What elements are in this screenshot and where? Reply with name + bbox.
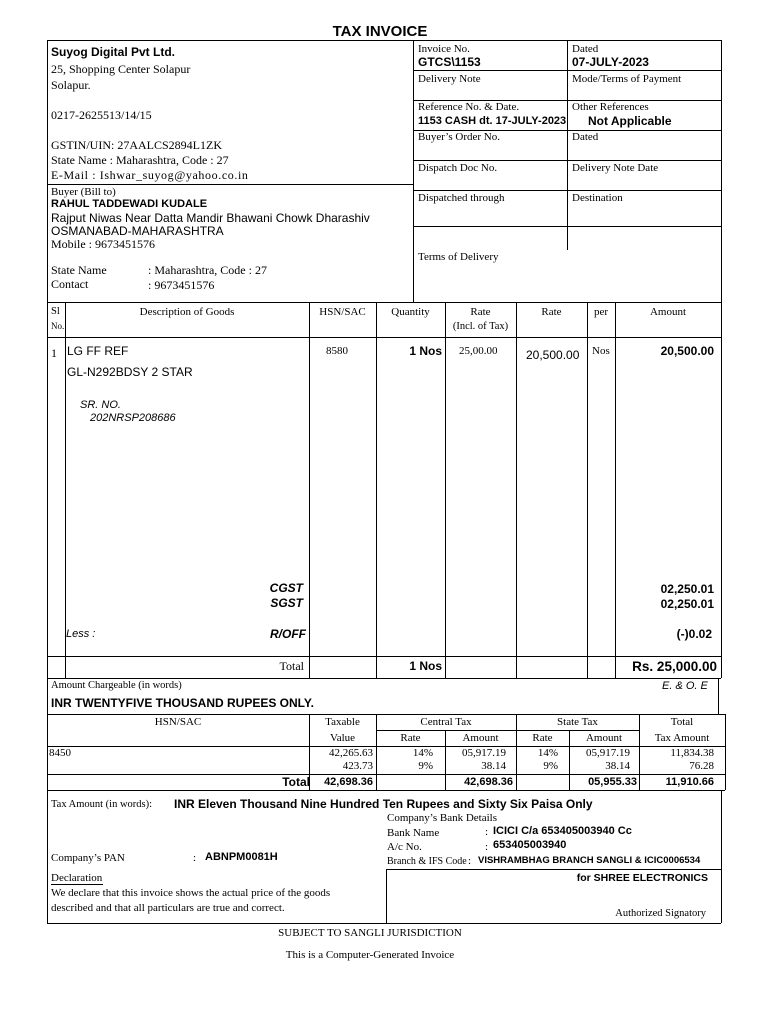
reference-value: 1153 CASH dt. 17-JULY-2023 — [418, 115, 567, 127]
delivery-note-date-label: Delivery Note Date — [572, 162, 659, 174]
bank-colon-1: : — [485, 826, 489, 838]
central-amount-header: Amount — [462, 732, 499, 744]
other-references-label: Other References — [572, 101, 649, 113]
hsn-code: 8450 — [49, 747, 71, 759]
declaration-underline — [51, 884, 103, 885]
sgst-label: SGST — [270, 596, 303, 610]
computer-generated-note: This is a Computer-Generated Invoice — [285, 949, 455, 961]
branch-value: VISHRAMBHAG BRANCH SANGLI & ICIC0006534 — [478, 855, 701, 866]
central-tax-header: Central Tax — [420, 716, 472, 728]
item-hsn: 8580 — [326, 345, 348, 357]
central-amount: 38.14 — [481, 760, 506, 772]
central-rate-header: Rate — [400, 732, 421, 744]
declaration-label: Declaration — [51, 872, 103, 884]
declaration-text-1: We declare that this invoice shows the actual price of the goods — [51, 887, 331, 899]
taxable-header: Taxable — [325, 716, 360, 728]
buyer-contact-label: Contact — [51, 277, 89, 291]
invoice-no: GTCS\1153 — [418, 55, 481, 69]
central-rate: 14% — [412, 747, 433, 759]
item-qty: 1 Nos — [409, 344, 442, 358]
eoe-label: E. & O. E — [662, 680, 708, 692]
item-name-2: GL-N292BDSY 2 STAR — [67, 365, 193, 379]
item-amount: 20,500.00 — [660, 344, 714, 358]
state-rate: 9% — [543, 760, 558, 772]
total-amount: Rs. 25,000.00 — [632, 659, 717, 674]
total-label: Total — [279, 659, 304, 673]
hsn-total-value: 42,698.36 — [324, 776, 373, 788]
account-label: A/c No. — [387, 841, 422, 853]
seller-gstin: GSTIN/UIN: 27AALCS2894L1ZK — [51, 138, 222, 152]
col-amount: Amount — [649, 306, 687, 318]
bank-name-value: ICICI C/a 653405003940 Cc — [493, 825, 632, 837]
bank-colon-2: : — [485, 841, 489, 853]
seller-address-1: 25, Shopping Center Solapur — [51, 62, 191, 76]
invoice-title: TAX INVOICE — [332, 23, 428, 40]
seller-name: Suyog Digital Pvt Ltd. — [51, 45, 176, 59]
buyer-state-value: : Maharashtra, Code : 27 — [148, 263, 267, 277]
item-sl: 1 — [51, 346, 57, 360]
buyers-order-label: Buyer’s Order No. — [418, 131, 500, 143]
amount-words-label: Amount Chargeable (in words) — [51, 680, 182, 691]
bank-colon-3: : — [468, 855, 472, 867]
destination-label: Destination — [572, 192, 623, 204]
pan-value: ABNPM0081H — [205, 851, 278, 863]
state-amount: 38.14 — [605, 760, 630, 772]
hsn-total-state: 05,955.33 — [588, 776, 637, 788]
hsn-total-central: 42,698.36 — [464, 776, 513, 788]
invoice-no-label: Invoice No. — [418, 43, 470, 55]
tax-total: 11,834.38 — [670, 747, 714, 759]
hsn-total-label: Total — [282, 775, 310, 789]
col-sl: Sl — [51, 306, 60, 317]
col-quantity: Quantity — [391, 306, 430, 318]
col-description: Description of Goods — [139, 306, 235, 318]
state-rate: 14% — [537, 747, 558, 759]
state-amount: 05,917.19 — [586, 747, 630, 759]
taxable-value: 423.73 — [342, 760, 373, 772]
item-name-1: LG FF REF — [67, 344, 129, 358]
less-label: Less : — [66, 628, 96, 640]
item-sr-label: SR. NO. — [80, 399, 121, 411]
state-tax-header: State Tax — [557, 716, 598, 728]
bank-heading: Company’s Bank Details — [387, 812, 497, 824]
seller-phone: 0217-2625513/14/15 — [51, 108, 152, 122]
taxable-value-header: Value — [329, 732, 356, 744]
order-dated-label: Dated — [572, 131, 599, 143]
col-per: per — [593, 306, 609, 318]
seller-state: State Name : Maharashtra, Code : 27 — [51, 153, 229, 167]
amount-words-value: INR TWENTYFIVE THOUSAND RUPEES ONLY. — [51, 696, 314, 710]
account-value: 653405003940 — [493, 839, 567, 851]
pan-label: Company’s PAN — [51, 852, 125, 864]
cgst-label: CGST — [269, 581, 303, 595]
tax-words-label: Tax Amount (in words): — [51, 799, 153, 810]
buyer-address-1: Rajput Niwas Near Datta Mandir Bhawani Chowk Dharashiv — [51, 211, 370, 225]
item-rate: 20,500.00 — [526, 348, 580, 362]
state-amount-header: Amount — [585, 732, 623, 744]
jurisdiction-note: SUBJECT TO SANGLI JURISDICTION — [278, 927, 462, 939]
branch-label: Branch & IFS Code — [387, 856, 467, 867]
col-hsn: HSN/SAC — [319, 306, 366, 318]
sgst-amount: 02,250.01 — [660, 597, 714, 611]
item-sr-value: 202NRSP208686 — [90, 412, 176, 424]
tax-amount-header: Tax Amount — [654, 732, 710, 744]
terms-of-delivery-label: Terms of Delivery — [418, 251, 499, 263]
total-header: Total — [670, 716, 694, 728]
seller-email: E-Mail : Ishwar_suyog@yahoo.co.in — [51, 168, 249, 182]
authorized-signatory: Authorized Signatory — [615, 908, 706, 919]
hsn-total-tax: 11,910.66 — [665, 776, 714, 788]
buyer-name: RAHUL TADDEWADI KUDALE — [51, 198, 208, 210]
dispatch-doc-label: Dispatch Doc No. — [418, 162, 498, 174]
central-amount: 05,917.19 — [462, 747, 506, 759]
invoice-date: 07-JULY-2023 — [572, 55, 649, 69]
tax-total: 76.28 — [689, 760, 714, 772]
roff-amount: (-)0.02 — [676, 627, 712, 641]
dispatched-through-label: Dispatched through — [418, 192, 505, 204]
buyer-address-2: OSMANABAD-MAHARASHTRA — [51, 224, 224, 238]
col-rate-incl-sub: (Incl. of Tax) — [452, 321, 509, 332]
buyer-state-label: State Name — [51, 263, 107, 277]
tax-words-value: INR Eleven Thousand Nine Hundred Ten Rupees and Sixty Six Paisa Only — [174, 797, 593, 811]
mode-terms-label: Mode/Terms of Payment — [572, 73, 682, 85]
other-references-value: Not Applicable — [588, 114, 672, 128]
col-sl-no: No. — [51, 321, 65, 331]
reference-label: Reference No. & Date. — [418, 101, 520, 113]
dated-label: Dated — [572, 43, 599, 55]
pan-colon: : — [193, 852, 197, 864]
total-qty: 1 Nos — [409, 659, 442, 673]
item-per: Nos — [592, 345, 610, 357]
roff-label: R/OFF — [270, 627, 306, 641]
buyer-heading: Buyer (Bill to) — [51, 186, 116, 198]
hsn-col-header: HSN/SAC — [154, 716, 202, 728]
delivery-note-label: Delivery Note — [418, 73, 481, 85]
state-rate-header: Rate — [532, 732, 553, 744]
cgst-amount: 02,250.01 — [660, 582, 714, 596]
seller-address-2: Solapur. — [51, 78, 91, 92]
central-rate: 9% — [418, 760, 433, 772]
for-company: for SHREE ELECTRONICS — [576, 872, 708, 884]
item-rate-incl: 25,00.00 — [459, 345, 498, 357]
buyer-contact-value: : 9673451576 — [148, 278, 215, 292]
col-rate: Rate — [541, 306, 562, 318]
buyer-mobile: Mobile : 9673451576 — [51, 237, 155, 251]
declaration-text-2: described and that all particulars are true and correct. — [51, 902, 285, 914]
taxable-value: 42,265.63 — [329, 747, 373, 759]
col-rate-incl: Rate — [470, 306, 491, 318]
bank-name-label: Bank Name — [387, 827, 440, 839]
